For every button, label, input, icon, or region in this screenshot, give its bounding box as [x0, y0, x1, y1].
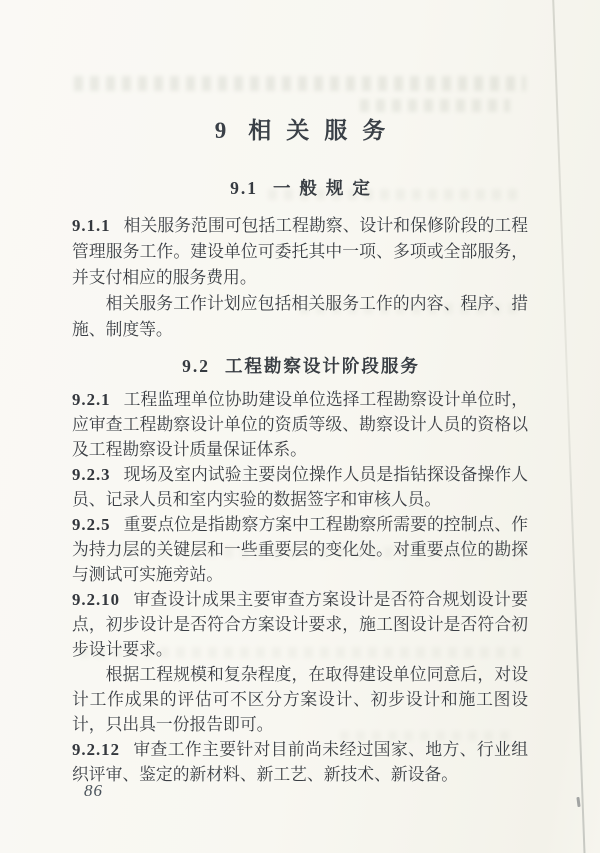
section-title-text: 一般规定 — [272, 178, 379, 198]
clause-text: 现场及室内试验主要岗位操作人员是指钻探设备操作人员、记录人员和室内实验的数据签字和审核人员。 — [72, 465, 528, 509]
paragraph-text: 相关服务工作计划应包括相关服务工作的内容、程序、措施、制度等。 — [72, 294, 528, 339]
clause-paragraph — [72, 213, 528, 291]
clause-text: 重要点位是指勘察方案中工程勘察所需要的控制点、作为持力层的关键层和一些重要层的变化处。对重要点位的勘探与测试可实施旁站。 — [72, 515, 528, 584]
section-heading-9-2 — [72, 354, 528, 378]
section-number: 9.1 — [230, 178, 258, 198]
clause-text: 审查工作主要针对目前尚未经过国家、地方、行业组织评审、鉴定的新材料、新工艺、新技术、新设备。 — [72, 740, 528, 784]
chapter-title-text: 相关服务 — [248, 118, 401, 143]
clause-text: 审查设计成果主要审查方案设计是否符合规划设计要点，初步设计是否符合方案设计要求，施工图设计是否符合初步设计要求。 — [72, 590, 528, 659]
clause-number: 9.2.12 — [72, 740, 120, 759]
clause-paragraph — [72, 512, 528, 587]
page-edge-mark — [576, 797, 580, 807]
clause-paragraph — [72, 737, 528, 787]
body-paragraph — [72, 291, 528, 343]
clause-number: 9.2.10 — [72, 590, 120, 609]
clause-text: 相关服务范围可包括工程勘察、设计和保修阶段的工程管理服务工作。建设单位可委托其中一项、多项或全部服务，并支付相应的服务费用。 — [72, 216, 528, 287]
clause-paragraph — [72, 462, 528, 512]
chapter-number: 9 — [214, 118, 227, 143]
section-heading-9-1 — [72, 176, 528, 200]
section-title-text: 工程勘察设计阶段服务 — [224, 356, 420, 376]
clause-text: 工程监理单位协助建设单位选择工程勘察设计单位时，应审查工程勘察设计单位的资质等级、勘察设计人员的资格以及工程勘察设计质量保证体系。 — [72, 390, 528, 459]
clause-paragraph — [72, 587, 528, 662]
chapter-title — [72, 116, 528, 146]
section-number: 9.2 — [182, 356, 210, 376]
clause-number: 9.2.5 — [72, 515, 111, 534]
clause-number: 9.1.1 — [72, 216, 111, 235]
body-paragraph — [72, 662, 528, 737]
page-number: 86 — [84, 781, 103, 800]
paragraph-text: 根据工程规模和复杂程度，在取得建设单位同意后，对设计工作成果的评估可不区分方案设计、初步设计和施工图设计，只出具一份报告即可。 — [72, 665, 528, 734]
section-9-1 — [72, 176, 528, 343]
clause-number: 9.2.3 — [72, 465, 111, 484]
clause-number: 9.2.1 — [72, 390, 111, 409]
section-9-2 — [72, 354, 528, 787]
clause-paragraph — [72, 387, 528, 462]
